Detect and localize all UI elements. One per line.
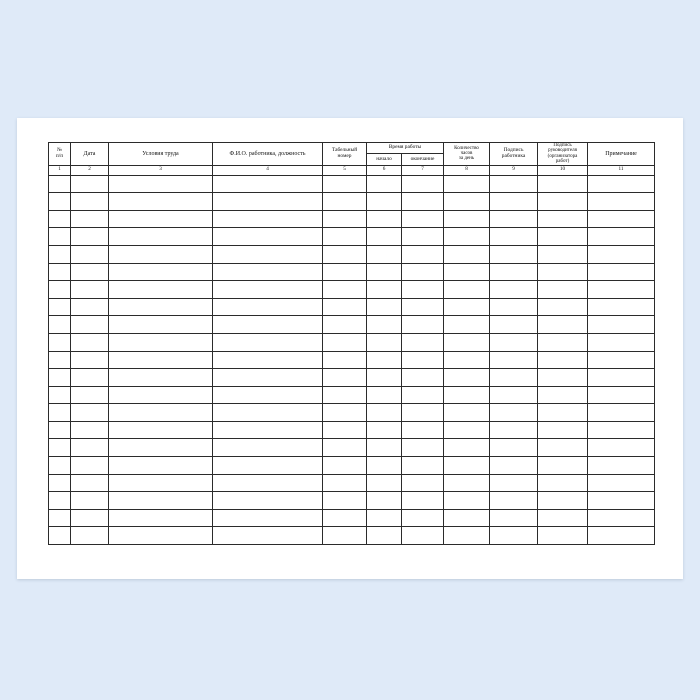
table-cell[interactable] — [588, 316, 655, 334]
table-cell[interactable] — [402, 404, 444, 422]
table-cell[interactable] — [213, 404, 323, 422]
table-cell[interactable] — [213, 316, 323, 334]
table-cell[interactable] — [109, 351, 213, 369]
table-cell[interactable] — [490, 457, 538, 475]
table-row[interactable] — [49, 386, 655, 404]
table-cell[interactable] — [213, 281, 323, 299]
table-cell[interactable] — [444, 298, 490, 316]
table-cell[interactable] — [538, 386, 588, 404]
table-cell[interactable] — [588, 457, 655, 475]
table-cell[interactable] — [213, 228, 323, 246]
column-number-row — [49, 165, 655, 175]
table-cell[interactable] — [213, 333, 323, 351]
table-cell[interactable] — [490, 439, 538, 457]
table-cell[interactable] — [49, 509, 71, 527]
table-cell[interactable] — [444, 281, 490, 299]
table-cell[interactable] — [402, 474, 444, 492]
header-date: Дата — [71, 143, 109, 166]
column-number-cell: 6 — [367, 165, 402, 175]
table-cell[interactable] — [588, 333, 655, 351]
table-cell[interactable] — [49, 351, 71, 369]
table-cell[interactable] — [109, 210, 213, 228]
table-cell[interactable] — [367, 351, 402, 369]
table-cell[interactable] — [49, 527, 71, 545]
table-cell[interactable] — [538, 457, 588, 475]
table-cell[interactable] — [367, 509, 402, 527]
table-cell[interactable] — [402, 210, 444, 228]
table-cell[interactable] — [323, 175, 367, 193]
table-cell[interactable] — [444, 316, 490, 334]
paper-sheet — [17, 118, 683, 579]
table-cell[interactable] — [490, 474, 538, 492]
table-cell[interactable] — [109, 386, 213, 404]
header-personnel-number: Табельный номер — [323, 143, 367, 166]
table-cell[interactable] — [367, 263, 402, 281]
header-remarks: Примечание — [588, 143, 655, 166]
table-cell[interactable] — [588, 369, 655, 387]
table-cell[interactable] — [323, 351, 367, 369]
table-cell[interactable] — [323, 210, 367, 228]
table-cell[interactable] — [444, 210, 490, 228]
table-cell[interactable] — [402, 263, 444, 281]
column-number-cell: 1 — [49, 165, 71, 175]
table-cell[interactable] — [402, 316, 444, 334]
table-cell[interactable] — [71, 281, 109, 299]
table-row[interactable] — [49, 492, 655, 510]
table-cell[interactable] — [538, 492, 588, 510]
table-cell[interactable] — [213, 245, 323, 263]
table-cell[interactable] — [367, 210, 402, 228]
table-head — [49, 143, 655, 176]
table-row[interactable] — [49, 298, 655, 316]
table-cell[interactable] — [538, 245, 588, 263]
table-row[interactable] — [49, 457, 655, 475]
table-cell[interactable] — [109, 316, 213, 334]
table-cell[interactable] — [109, 175, 213, 193]
table-cell[interactable] — [213, 351, 323, 369]
table-cell[interactable] — [49, 245, 71, 263]
table-cell[interactable] — [402, 386, 444, 404]
table-cell[interactable] — [323, 421, 367, 439]
table-cell[interactable] — [367, 333, 402, 351]
table-cell[interactable] — [588, 404, 655, 422]
table-cell[interactable] — [402, 298, 444, 316]
table-cell[interactable] — [588, 351, 655, 369]
table-cell[interactable] — [71, 369, 109, 387]
table-row[interactable] — [49, 439, 655, 457]
journal-table-container — [48, 142, 654, 555]
column-number-cell: 9 — [490, 165, 538, 175]
table-row[interactable] — [49, 369, 655, 387]
table-cell[interactable] — [323, 509, 367, 527]
header-number: № п/п — [49, 143, 71, 166]
table-cell[interactable] — [71, 316, 109, 334]
table-cell[interactable] — [588, 263, 655, 281]
table-cell[interactable] — [490, 333, 538, 351]
table-cell[interactable] — [49, 474, 71, 492]
table-cell[interactable] — [490, 527, 538, 545]
table-cell[interactable] — [109, 492, 213, 510]
table-cell[interactable] — [109, 298, 213, 316]
table-cell[interactable] — [109, 333, 213, 351]
table-cell[interactable] — [588, 492, 655, 510]
table-cell[interactable] — [444, 228, 490, 246]
table-cell[interactable] — [490, 421, 538, 439]
table-cell[interactable] — [538, 193, 588, 211]
table-row[interactable] — [49, 333, 655, 351]
table-cell[interactable] — [71, 333, 109, 351]
table-cell[interactable] — [71, 509, 109, 527]
table-cell[interactable] — [109, 245, 213, 263]
table-cell[interactable] — [538, 298, 588, 316]
header-supervisor-signature: Подпись руководителя (организатора работ) — [538, 143, 588, 166]
table-cell[interactable] — [588, 509, 655, 527]
table-cell[interactable] — [323, 492, 367, 510]
table-cell[interactable] — [49, 457, 71, 475]
table-row[interactable] — [49, 421, 655, 439]
table-cell[interactable] — [213, 457, 323, 475]
table-cell[interactable] — [538, 263, 588, 281]
table-cell[interactable] — [444, 509, 490, 527]
table-cell[interactable] — [402, 527, 444, 545]
table-cell[interactable] — [538, 421, 588, 439]
table-cell[interactable] — [213, 439, 323, 457]
table-cell[interactable] — [71, 175, 109, 193]
table-cell[interactable] — [323, 316, 367, 334]
table-row[interactable] — [49, 404, 655, 422]
column-number-cell: 8 — [444, 165, 490, 175]
table-cell[interactable] — [402, 351, 444, 369]
table-cell[interactable] — [402, 245, 444, 263]
table-cell[interactable] — [49, 404, 71, 422]
table-cell[interactable] — [71, 457, 109, 475]
table-cell[interactable] — [367, 369, 402, 387]
table-cell[interactable] — [538, 404, 588, 422]
table-cell[interactable] — [367, 527, 402, 545]
table-cell[interactable] — [490, 492, 538, 510]
table-cell[interactable] — [49, 386, 71, 404]
table-cell[interactable] — [490, 263, 538, 281]
table-cell[interactable] — [367, 298, 402, 316]
table-cell[interactable] — [444, 175, 490, 193]
table-cell[interactable] — [367, 404, 402, 422]
table-cell[interactable] — [323, 333, 367, 351]
table-cell[interactable] — [402, 421, 444, 439]
table-row[interactable] — [49, 263, 655, 281]
column-number-cell: 4 — [213, 165, 323, 175]
table-cell[interactable] — [109, 474, 213, 492]
table-cell[interactable] — [71, 263, 109, 281]
header-hours-per-day: Количество часов за день — [444, 143, 490, 166]
table-cell[interactable] — [49, 333, 71, 351]
table-cell[interactable] — [71, 193, 109, 211]
table-cell[interactable] — [49, 439, 71, 457]
table-cell[interactable] — [109, 439, 213, 457]
table-cell[interactable] — [71, 245, 109, 263]
header-time-start: начало — [367, 154, 402, 165]
table-cell[interactable] — [538, 333, 588, 351]
table-cell[interactable] — [49, 421, 71, 439]
table-cell[interactable] — [367, 439, 402, 457]
table-cell[interactable] — [367, 492, 402, 510]
table-cell[interactable] — [109, 527, 213, 545]
table-cell[interactable] — [444, 421, 490, 439]
table-cell[interactable] — [444, 369, 490, 387]
table-cell[interactable] — [588, 245, 655, 263]
table-cell[interactable] — [49, 492, 71, 510]
table-cell[interactable] — [213, 492, 323, 510]
table-cell[interactable] — [444, 492, 490, 510]
table-cell[interactable] — [588, 193, 655, 211]
table-cell[interactable] — [213, 298, 323, 316]
table-cell[interactable] — [109, 193, 213, 211]
header-time-end: окончание — [402, 154, 444, 165]
table-cell[interactable] — [109, 509, 213, 527]
header-employee-signature: Подпись работника — [490, 143, 538, 166]
table-cell[interactable] — [109, 263, 213, 281]
table-cell[interactable] — [538, 527, 588, 545]
table-cell[interactable] — [538, 210, 588, 228]
table-cell[interactable] — [444, 527, 490, 545]
table-row[interactable] — [49, 509, 655, 527]
table-cell[interactable] — [49, 369, 71, 387]
table-body — [49, 175, 655, 544]
table-cell[interactable] — [323, 457, 367, 475]
table-cell[interactable] — [109, 457, 213, 475]
table-row[interactable] — [49, 281, 655, 299]
header-work-conditions: Условия труда — [109, 143, 213, 166]
table-cell[interactable] — [490, 193, 538, 211]
table-cell[interactable] — [444, 351, 490, 369]
table-cell[interactable] — [49, 210, 71, 228]
table-cell[interactable] — [490, 281, 538, 299]
table-cell[interactable] — [490, 386, 538, 404]
table-cell[interactable] — [71, 421, 109, 439]
table-cell[interactable] — [490, 298, 538, 316]
table-cell[interactable] — [402, 439, 444, 457]
table-cell[interactable] — [367, 228, 402, 246]
table-cell[interactable] — [444, 404, 490, 422]
table-cell[interactable] — [213, 421, 323, 439]
header-work-time-group: Время работы — [367, 143, 444, 154]
table-cell[interactable] — [109, 369, 213, 387]
table-cell[interactable] — [402, 193, 444, 211]
table-cell[interactable] — [490, 210, 538, 228]
table-cell[interactable] — [213, 527, 323, 545]
table-row[interactable] — [49, 316, 655, 334]
table-cell[interactable] — [402, 509, 444, 527]
table-cell[interactable] — [367, 386, 402, 404]
table-row[interactable] — [49, 351, 655, 369]
table-cell[interactable] — [444, 474, 490, 492]
table-cell[interactable] — [367, 175, 402, 193]
table-cell[interactable] — [402, 369, 444, 387]
table-cell[interactable] — [538, 316, 588, 334]
table-cell[interactable] — [490, 316, 538, 334]
table-cell[interactable] — [367, 281, 402, 299]
table-cell[interactable] — [49, 193, 71, 211]
table-cell[interactable] — [444, 263, 490, 281]
table-cell[interactable] — [588, 386, 655, 404]
table-cell[interactable] — [109, 281, 213, 299]
table-row[interactable] — [49, 245, 655, 263]
table-cell[interactable] — [402, 457, 444, 475]
table-cell[interactable] — [444, 439, 490, 457]
table-cell[interactable] — [444, 333, 490, 351]
table-cell[interactable] — [71, 228, 109, 246]
table-cell[interactable] — [71, 351, 109, 369]
table-row[interactable] — [49, 193, 655, 211]
table-cell[interactable] — [49, 228, 71, 246]
table-cell[interactable] — [49, 263, 71, 281]
table-cell[interactable] — [367, 457, 402, 475]
table-cell[interactable] — [109, 404, 213, 422]
table-cell[interactable] — [588, 228, 655, 246]
table-cell[interactable] — [444, 245, 490, 263]
table-cell[interactable] — [213, 210, 323, 228]
table-cell[interactable] — [367, 193, 402, 211]
table-cell[interactable] — [402, 175, 444, 193]
table-cell[interactable] — [213, 193, 323, 211]
table-cell[interactable] — [490, 351, 538, 369]
header-row-main — [49, 143, 655, 154]
table-cell[interactable] — [71, 386, 109, 404]
table-cell[interactable] — [538, 175, 588, 193]
table-cell[interactable] — [588, 474, 655, 492]
table-cell[interactable] — [323, 369, 367, 387]
table-cell[interactable] — [490, 228, 538, 246]
table-cell[interactable] — [49, 281, 71, 299]
table-cell[interactable] — [109, 228, 213, 246]
table-cell[interactable] — [538, 474, 588, 492]
table-cell[interactable] — [538, 351, 588, 369]
table-cell[interactable] — [490, 404, 538, 422]
table-cell[interactable] — [588, 210, 655, 228]
table-cell[interactable] — [71, 210, 109, 228]
table-cell[interactable] — [444, 193, 490, 211]
table-cell[interactable] — [323, 298, 367, 316]
table-cell[interactable] — [490, 175, 538, 193]
table-cell[interactable] — [323, 439, 367, 457]
table-cell[interactable] — [323, 281, 367, 299]
table-cell[interactable] — [71, 298, 109, 316]
table-cell[interactable] — [323, 404, 367, 422]
table-cell[interactable] — [367, 421, 402, 439]
table-row[interactable] — [49, 210, 655, 228]
table-row[interactable] — [49, 474, 655, 492]
column-number-cell: 11 — [588, 165, 655, 175]
table-cell[interactable] — [323, 527, 367, 545]
column-number-cell: 3 — [109, 165, 213, 175]
table-cell[interactable] — [213, 175, 323, 193]
table-cell[interactable] — [323, 193, 367, 211]
column-number-cell: 10 — [538, 165, 588, 175]
table-cell[interactable] — [538, 439, 588, 457]
table-cell[interactable] — [323, 228, 367, 246]
table-row[interactable] — [49, 228, 655, 246]
table-cell[interactable] — [213, 386, 323, 404]
table-cell[interactable] — [49, 316, 71, 334]
table-cell[interactable] — [213, 474, 323, 492]
table-cell[interactable] — [402, 492, 444, 510]
table-cell[interactable] — [588, 298, 655, 316]
table-cell[interactable] — [538, 281, 588, 299]
table-cell[interactable] — [323, 245, 367, 263]
table-cell[interactable] — [444, 386, 490, 404]
table-cell[interactable] — [323, 386, 367, 404]
table-cell[interactable] — [71, 439, 109, 457]
table-cell[interactable] — [402, 281, 444, 299]
table-cell[interactable] — [538, 369, 588, 387]
column-number-cell: 2 — [71, 165, 109, 175]
table-cell[interactable] — [367, 316, 402, 334]
table-cell[interactable] — [588, 281, 655, 299]
table-cell[interactable] — [588, 439, 655, 457]
table-cell[interactable] — [71, 492, 109, 510]
table-cell[interactable] — [213, 369, 323, 387]
table-cell[interactable] — [367, 474, 402, 492]
column-number-cell: 5 — [323, 165, 367, 175]
table-cell[interactable] — [490, 369, 538, 387]
table-cell[interactable] — [49, 175, 71, 193]
table-cell[interactable] — [323, 474, 367, 492]
table-cell[interactable] — [213, 509, 323, 527]
table-cell[interactable] — [402, 333, 444, 351]
table-cell[interactable] — [490, 509, 538, 527]
table-row[interactable] — [49, 175, 655, 193]
table-cell[interactable] — [213, 263, 323, 281]
table-cell[interactable] — [490, 245, 538, 263]
table-cell[interactable] — [323, 263, 367, 281]
table-row[interactable] — [49, 527, 655, 545]
table-cell[interactable] — [71, 474, 109, 492]
table-cell[interactable] — [538, 509, 588, 527]
table-cell[interactable] — [367, 245, 402, 263]
table-cell[interactable] — [444, 457, 490, 475]
table-cell[interactable] — [588, 175, 655, 193]
table-cell[interactable] — [71, 404, 109, 422]
journal-table — [48, 142, 655, 545]
table-cell[interactable] — [49, 298, 71, 316]
table-cell[interactable] — [109, 421, 213, 439]
table-cell[interactable] — [71, 527, 109, 545]
header-employee-name-position: Ф.И.О. работника, должность — [213, 143, 323, 166]
table-cell[interactable] — [402, 228, 444, 246]
table-cell[interactable] — [588, 421, 655, 439]
column-number-cell: 7 — [402, 165, 444, 175]
table-cell[interactable] — [588, 527, 655, 545]
table-cell[interactable] — [538, 228, 588, 246]
